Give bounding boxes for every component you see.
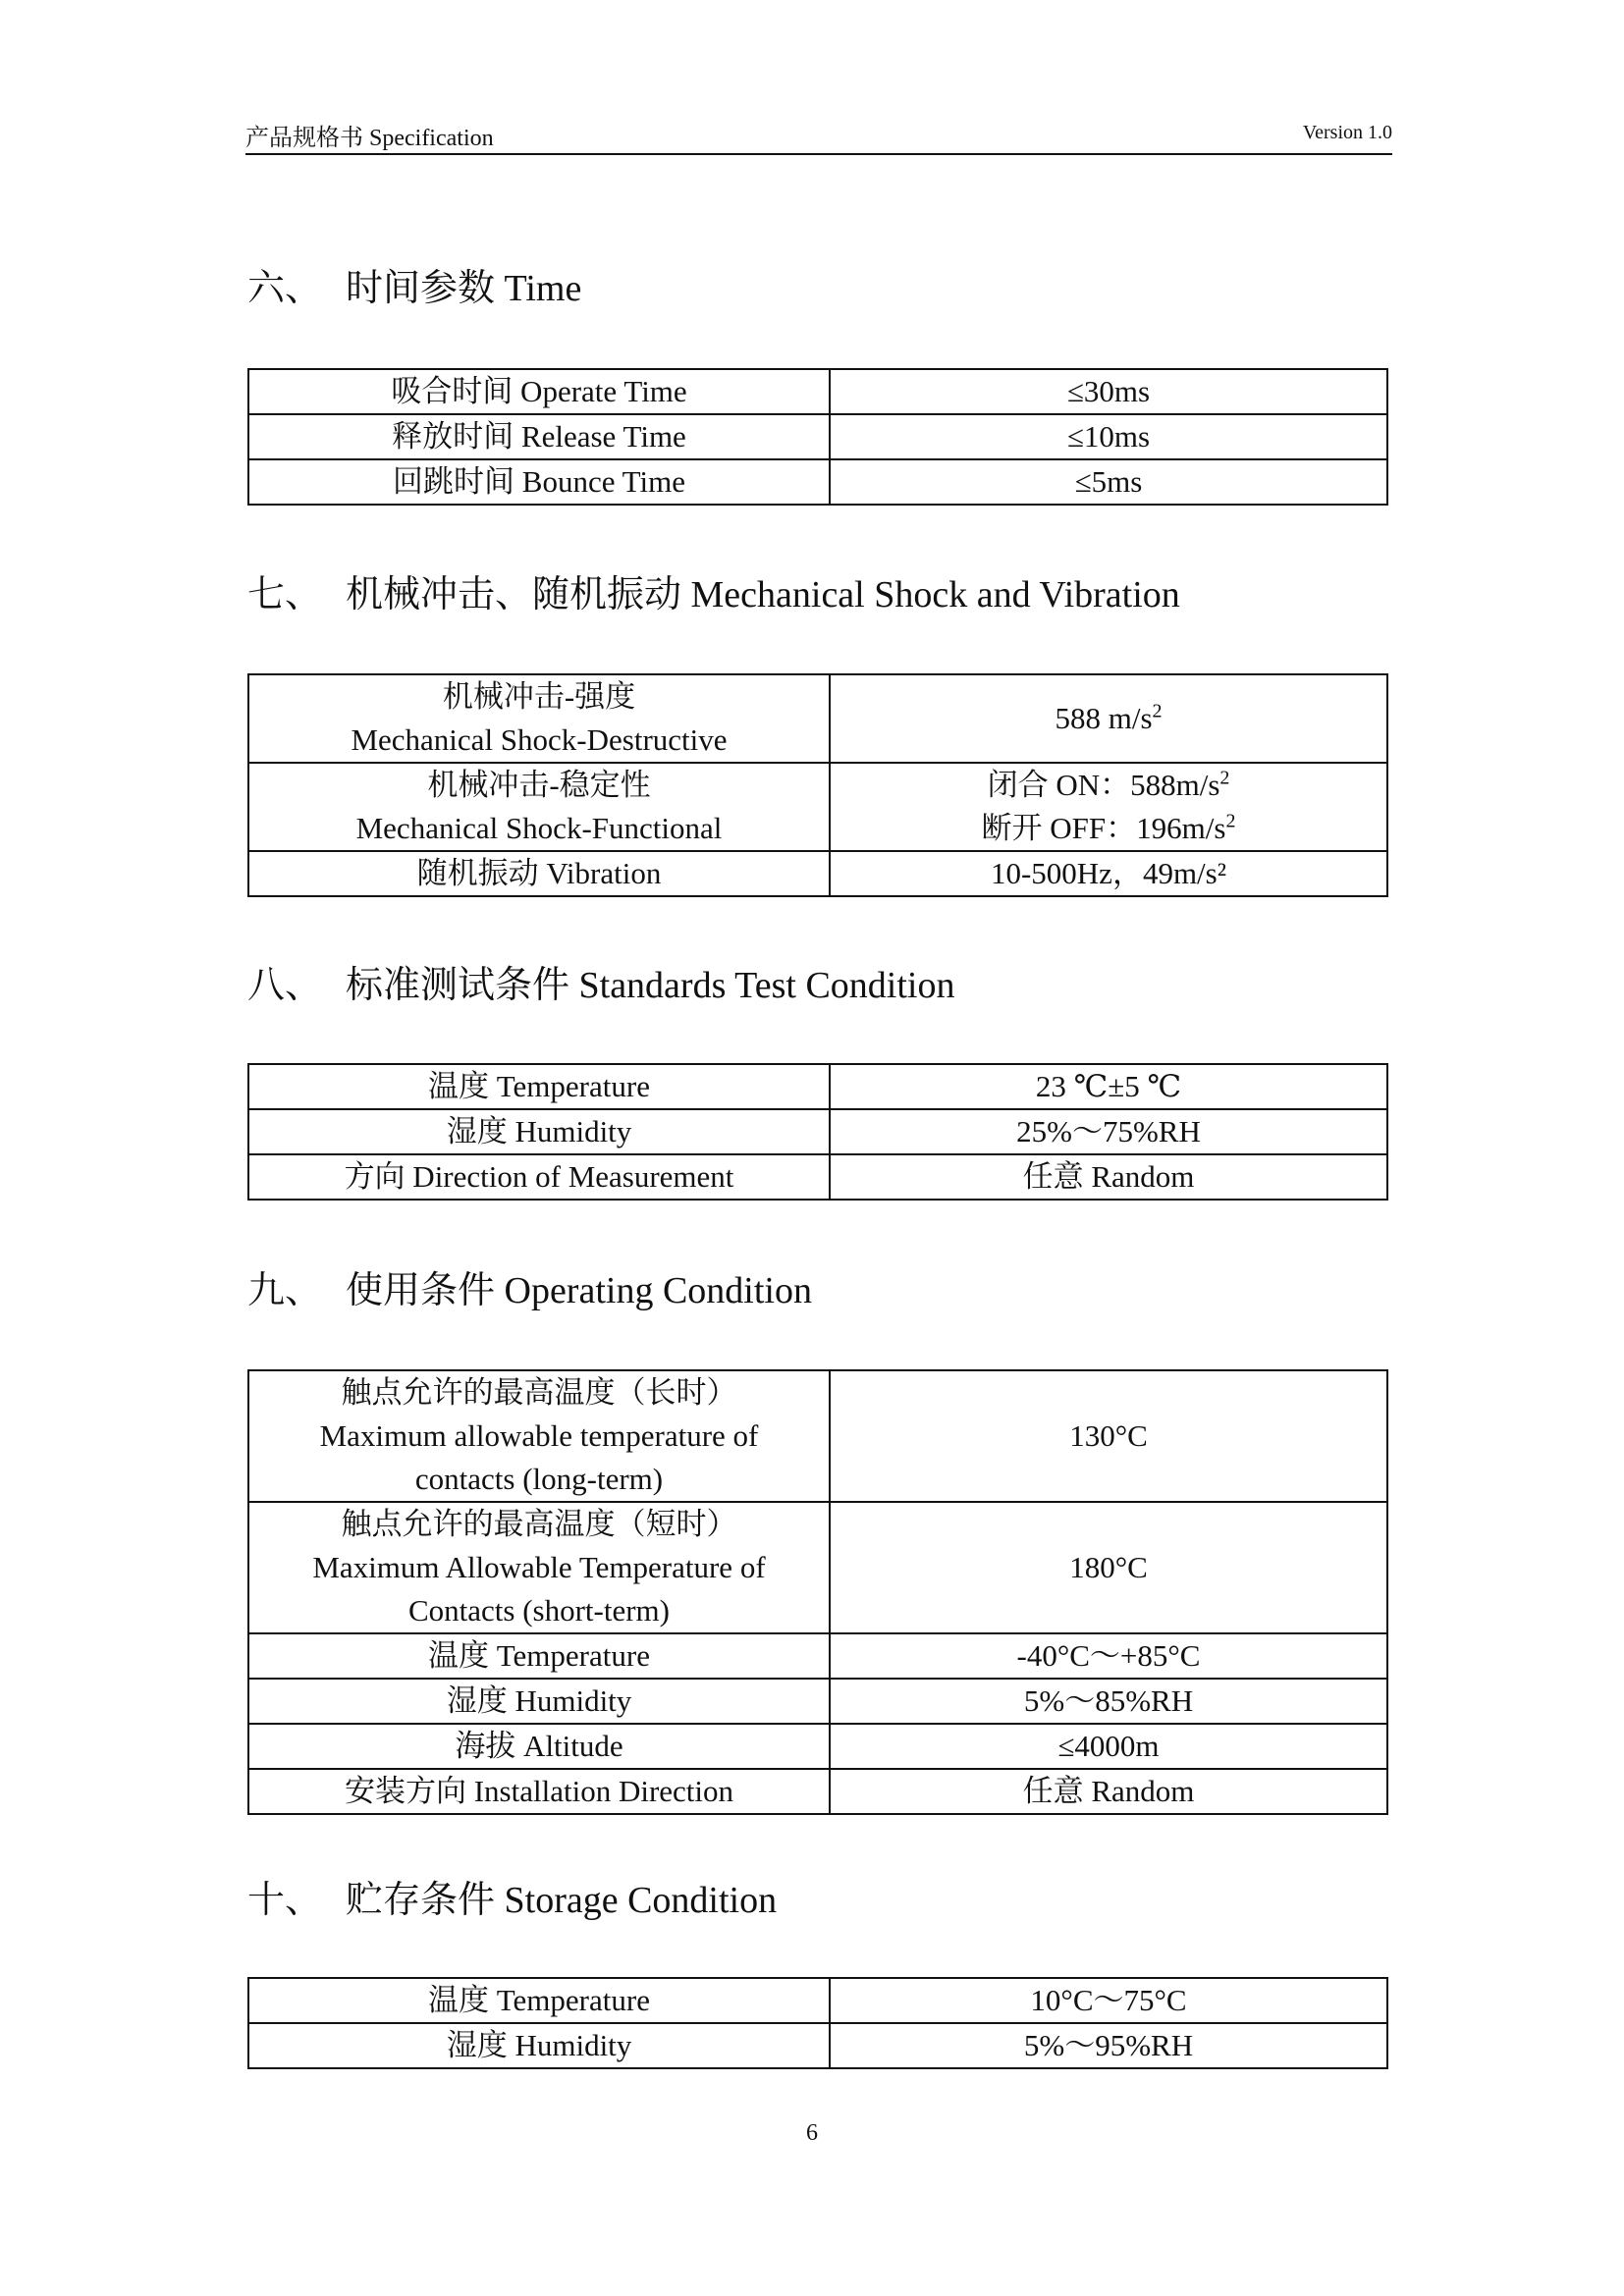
section-number: 八、 — [247, 965, 323, 1006]
parameter-value — [830, 369, 1387, 414]
label-line: 回跳时间 Bounce Time — [393, 464, 685, 499]
table-row — [248, 1724, 1387, 1769]
table-row — [248, 1064, 1387, 1109]
label-line: 随机振动 Vibration — [416, 856, 662, 890]
parameter-value — [830, 1154, 1387, 1200]
label-line: 湿度 Humidity — [446, 1683, 632, 1718]
parameter-label — [248, 1154, 830, 1200]
parameter-value — [830, 1064, 1387, 1109]
value-line: 任意 Random — [1022, 1159, 1195, 1194]
table-row — [248, 414, 1387, 459]
label-line: 湿度 Humidity — [446, 1114, 632, 1148]
label-line: 温度 Temperature — [428, 1638, 650, 1673]
section-number: 十、 — [247, 1880, 323, 1921]
value-line — [837, 764, 1380, 807]
section-number: 九、 — [247, 1270, 323, 1311]
label-line: 温度 Temperature — [428, 1069, 650, 1103]
parameter-label — [248, 369, 830, 414]
page-number: 6 — [806, 2120, 818, 2146]
parameter-label — [248, 1633, 830, 1679]
parameter-label — [248, 1724, 830, 1769]
value-line: 5%～95%RH — [1023, 2028, 1194, 2062]
value-line: 25%～75%RH — [1016, 1114, 1201, 1148]
table-row — [248, 763, 1387, 851]
value-line: ≤30ms — [1066, 374, 1151, 408]
label-line: 机械冲击-稳定性 — [427, 768, 651, 802]
value-line: 5%～85%RH — [1023, 1683, 1194, 1718]
parameter-value — [830, 1679, 1387, 1724]
label-line: Mechanical Shock-Functional — [355, 811, 723, 845]
section-heading — [247, 1259, 812, 1313]
table-row — [248, 1109, 1387, 1154]
value-text: 断开 OFF：196m/s — [981, 811, 1226, 845]
value-line: 任意 Random — [1022, 1774, 1195, 1808]
label-line: 释放时间 Release Time — [392, 419, 686, 454]
section-heading — [247, 257, 581, 311]
parameter-value — [830, 674, 1387, 763]
section-title: 使用条件 Operating Condition — [346, 1270, 812, 1311]
parameter-value — [830, 1724, 1387, 1769]
value-line: ≤10ms — [1066, 419, 1151, 454]
value-line: 10-500Hz，49m/s² — [990, 856, 1227, 890]
label-line: 触点允许的最高温度（短时） — [341, 1507, 737, 1541]
parameter-value — [830, 1769, 1387, 1814]
label-line: contacts (long-term) — [414, 1462, 664, 1496]
label-line: 安装方向 Installation Direction — [344, 1774, 734, 1808]
label-line: Contacts (short-term) — [407, 1593, 670, 1628]
section-heading — [247, 954, 954, 1008]
table-row — [248, 1370, 1387, 1502]
parameter-label — [248, 1109, 830, 1154]
parameter-label — [248, 851, 830, 896]
value-line: 23 ℃±5 ℃ — [1035, 1069, 1182, 1103]
spec-table — [247, 1063, 1388, 1201]
table-row — [248, 851, 1387, 896]
header-version: Version 1.0 — [1302, 122, 1392, 143]
page-header — [245, 118, 1392, 155]
value-superscript: 2 — [1225, 810, 1236, 832]
value-line: 130°C — [1069, 1418, 1148, 1453]
table-row — [248, 1633, 1387, 1679]
parameter-value — [830, 459, 1387, 505]
table-row — [248, 369, 1387, 414]
table-row — [248, 1502, 1387, 1633]
table-row — [248, 1154, 1387, 1200]
section-number: 七、 — [247, 574, 323, 615]
section-title: 机械冲击、随机振动 Mechanical Shock and Vibration — [346, 574, 1180, 615]
parameter-value — [830, 1109, 1387, 1154]
parameter-label — [248, 1064, 830, 1109]
spec-table — [247, 673, 1388, 897]
parameter-label — [248, 1502, 830, 1633]
header-title: 产品规格书 Specification — [245, 126, 494, 151]
parameter-label — [248, 414, 830, 459]
table-row — [248, 459, 1387, 505]
value-line — [837, 807, 1380, 850]
parameter-value — [830, 414, 1387, 459]
parameter-label — [248, 1679, 830, 1724]
parameter-label — [248, 1978, 830, 2023]
table-row — [248, 1978, 1387, 2023]
parameter-label — [248, 1370, 830, 1502]
parameter-label — [248, 674, 830, 763]
parameter-label — [248, 459, 830, 505]
section-title: 贮存条件 Storage Condition — [346, 1880, 778, 1921]
table-row — [248, 1769, 1387, 1814]
value-line — [837, 697, 1380, 740]
value-line: -40°C～+85°C — [1016, 1638, 1201, 1673]
value-superscript: 2 — [1152, 700, 1163, 722]
section-heading — [247, 1869, 777, 1923]
table-row — [248, 674, 1387, 763]
label-line: 吸合时间 Operate Time — [391, 374, 687, 408]
value-line: 180°C — [1069, 1550, 1148, 1584]
label-line: 机械冲击-强度 — [442, 679, 636, 714]
label-line: 海拔 Altitude — [455, 1729, 623, 1763]
parameter-value — [830, 2023, 1387, 2068]
spec-table — [247, 1977, 1388, 2069]
parameter-value — [830, 1370, 1387, 1502]
value-line: 10°C～75°C — [1030, 1983, 1187, 2017]
label-line: 触点允许的最高温度（长时） — [341, 1375, 737, 1410]
parameter-value — [830, 1978, 1387, 2023]
section-title: 标准测试条件 Standards Test Condition — [346, 965, 955, 1006]
value-line: ≤5ms — [1074, 464, 1143, 499]
value-text: 588 m/s — [1055, 701, 1153, 735]
label-line: 温度 Temperature — [428, 1983, 650, 2017]
label-line: Mechanical Shock-Destructive — [351, 722, 728, 757]
label-line: 湿度 Humidity — [446, 2028, 632, 2062]
value-superscript: 2 — [1219, 767, 1230, 789]
section-number: 六、 — [247, 268, 323, 309]
value-text: 闭合 ON：588m/s — [987, 768, 1220, 802]
table-row — [248, 1679, 1387, 1724]
parameter-value — [830, 851, 1387, 896]
label-line: Maximum Allowable Temperature of — [312, 1550, 766, 1584]
section-heading — [247, 563, 1180, 617]
parameter-value — [830, 1502, 1387, 1633]
spec-table — [247, 368, 1388, 506]
spec-table — [247, 1369, 1388, 1815]
label-line: Maximum allowable temperature of — [319, 1418, 759, 1453]
label-line: 方向 Direction of Measurement — [344, 1159, 734, 1194]
parameter-label — [248, 1769, 830, 1814]
parameter-label — [248, 2023, 830, 2068]
section-title: 时间参数 Time — [346, 268, 582, 309]
table-row — [248, 2023, 1387, 2068]
parameter-value — [830, 763, 1387, 851]
parameter-value — [830, 1633, 1387, 1679]
value-line: ≤4000m — [1057, 1729, 1160, 1763]
parameter-label — [248, 763, 830, 851]
